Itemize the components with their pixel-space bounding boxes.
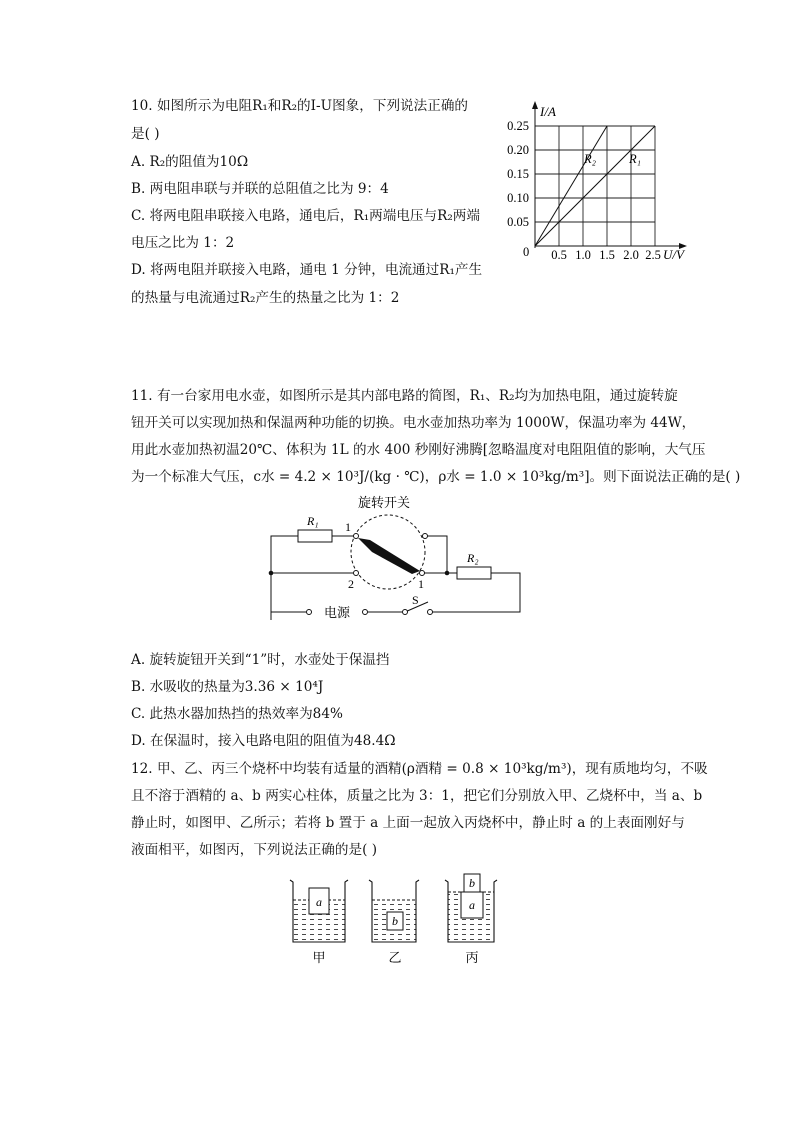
- q10-stem-line-1: 10. 如图所示为电阻R₁和R₂的I-U图象，下列说法正确的: [131, 98, 469, 114]
- beaker-bing: [445, 874, 497, 965]
- power-terminal-right: [363, 610, 368, 615]
- block-a-bing-label: a: [469, 898, 475, 912]
- q11-option-d: D. 在保温时，接入电路电阻的阻值为48.4Ω: [131, 733, 396, 749]
- origin-label: 0: [523, 245, 530, 259]
- x-axis-label: U/V: [663, 247, 684, 262]
- beaker-yi-label: 乙: [388, 950, 402, 965]
- r1-resistor: [298, 530, 332, 542]
- iu-graph: [496, 96, 706, 271]
- beaker-bing-label: 丙: [465, 950, 479, 965]
- terminal-2: [354, 571, 359, 576]
- y-tick-0-05: 0.05: [507, 215, 529, 229]
- q10-option-c-line-1: C. 将两电阻串联接入电路，通电后，R₁两端电压与R₂两端: [131, 208, 480, 224]
- junction-right: [445, 571, 450, 576]
- wire-top-left: [271, 536, 298, 620]
- q12-stem-line-2: 且不溶于酒精的 a、b 两实心柱体，质量之比为 3：1，把它们分别放入甲、乙烧杯中，当 a、b: [131, 788, 703, 804]
- rotary-knob-pointer: [358, 538, 420, 574]
- q10-option-d-line-1: D. 将两电阻并联接入电路，通电 1 分钟，电流通过R₁产生: [131, 262, 483, 278]
- terminal-2-label: 2: [348, 577, 354, 591]
- terminal-top-right: [423, 534, 428, 539]
- y-tick-0-20: 0.20: [507, 143, 529, 157]
- y-axis-arrow: [532, 101, 538, 109]
- wire-top-right: [425, 536, 447, 573]
- r2-label: R₂: [467, 551, 479, 565]
- beaker-jia: [290, 880, 348, 965]
- terminal-1-right: [420, 571, 425, 576]
- q11-stem-line-4: 为一个标准大气压，c水 = 4.2 × 10³J/(kg · ℃)，ρ水 = 1.0 × 10³kg/m³]。则下面说法正确的是( ): [131, 469, 741, 485]
- switch-title: 旋转开关: [358, 495, 411, 510]
- kettle-circuit: [262, 492, 530, 622]
- q12-stem-line-3: 静止时，如图甲、乙所示；若将 b 置于 a 上面一起放入丙烧杯中，静止时 a 的上表面刚好与: [131, 815, 685, 831]
- power-terminal-left: [307, 610, 312, 615]
- q10-option-b: B. 两电阻串联与并联的总阻值之比为 9：4: [131, 181, 389, 197]
- terminal-1-right-label: 1: [418, 577, 424, 591]
- x-tick-1-0: 1.0: [575, 248, 591, 262]
- x-tick-2-0: 2.0: [623, 248, 639, 262]
- junction-left: [269, 571, 274, 576]
- beaker-yi: [369, 880, 419, 965]
- line-r1: [535, 126, 655, 246]
- q10-option-c-line-2: 电压之比为 1：2: [131, 235, 235, 251]
- block-b-yi-label: b: [392, 914, 398, 928]
- q12-stem-line-1: 12. 甲、乙、丙三个烧杯中均装有适量的酒精(ρ酒精 = 0.8 × 10³kg/m³)，现有质地均匀，不吸: [131, 761, 708, 777]
- x-tick-1-5: 1.5: [599, 248, 615, 262]
- x-tick-2-5: 2.5: [645, 248, 661, 262]
- line-r2: [535, 126, 607, 246]
- y-tick-0-15: 0.15: [507, 167, 529, 181]
- y-axis-label: I/A: [540, 104, 556, 119]
- x-tick-0-5: 0.5: [551, 248, 567, 262]
- terminal-1-top-label: 1: [345, 520, 351, 534]
- r2-resistor: [457, 567, 491, 579]
- q12-stem-line-4: 液面相平，如图丙，下列说法正确的是( ): [131, 842, 378, 858]
- q11-stem-line-1: 11. 有一台家用电水壶，如图所示是其内部电路的简图，R₁、R₂均为加热电阻，通过旋转旋: [131, 388, 678, 404]
- q11-stem-line-3: 用此水壶加热初温20℃、体积为 1L 的水 400 秒刚好沸腾[忽略温度对电阻阻值的影响，大气压: [131, 442, 706, 458]
- beaker-jia-label: 甲: [312, 950, 326, 965]
- q10-option-d-line-2: 的热量与电流通过R₂产生的热量之比为 1：2: [131, 290, 400, 306]
- r1-label: R₁: [307, 514, 319, 528]
- q11-option-b: B. 水吸收的热量为3.36 × 10⁴J: [131, 679, 324, 695]
- line-r2-label: R₂: [584, 152, 596, 166]
- switch-s-label: S: [412, 593, 419, 607]
- terminal-1-top: [354, 534, 359, 539]
- switch-s-terminal-left: [403, 610, 408, 615]
- y-tick-0-25: 0.25: [507, 119, 529, 133]
- q11-option-a: A. 旋转旋钮开关到“1”时，水壶处于保温挡: [131, 652, 390, 668]
- q10-stem-line-2: 是( ): [131, 126, 160, 142]
- q11-stem-line-2: 钮开关可以实现加热和保温两种功能的切换。电水壶加热功率为 1000W，保温功率为 44W，: [131, 415, 696, 431]
- q11-option-c: C. 此热水器加热挡的热效率为84%: [131, 706, 343, 722]
- switch-s-terminal-right: [428, 610, 433, 615]
- block-a-jia-label: a: [316, 895, 322, 909]
- block-b-bing-label: b: [469, 876, 475, 890]
- q10-option-a: A. R₂的阻值为10Ω: [131, 154, 249, 170]
- line-r1-label: R₁: [629, 152, 641, 166]
- beakers-figure: [285, 862, 505, 970]
- power-label: 电源: [324, 605, 351, 620]
- y-tick-0-10: 0.10: [507, 191, 529, 205]
